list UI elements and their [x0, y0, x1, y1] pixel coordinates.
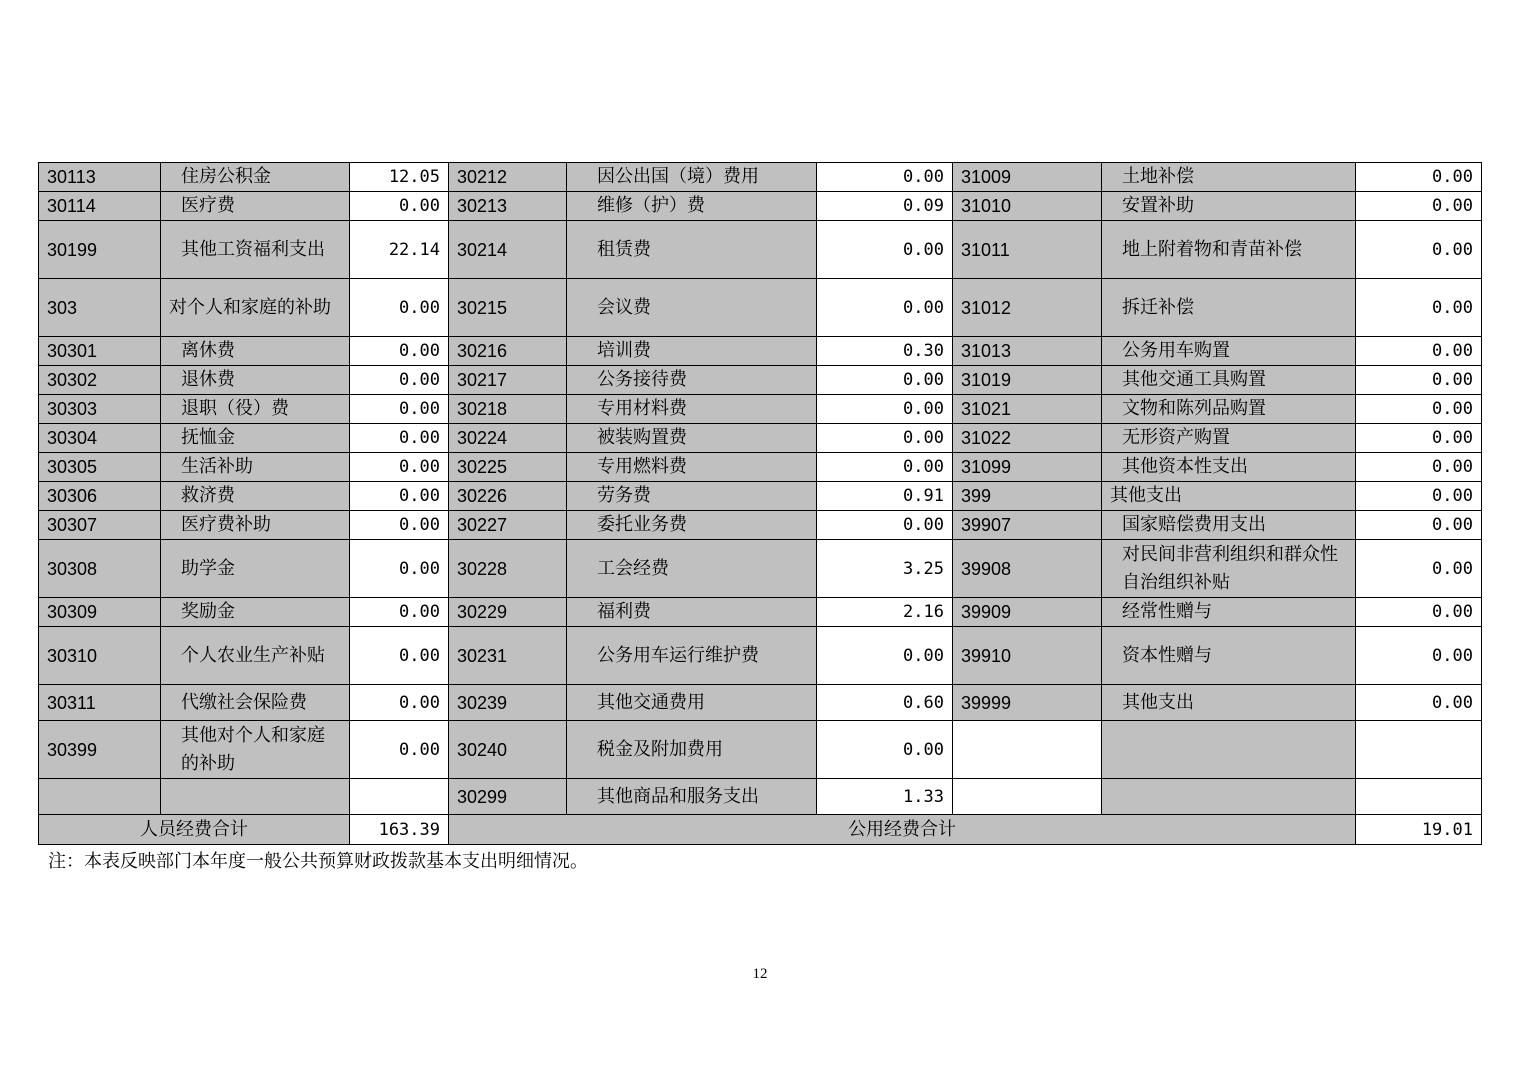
cell-name: 对民间非营利组织和群众性自治组织补贴 — [1102, 540, 1356, 598]
cell-code: 39908 — [953, 540, 1102, 598]
cell-value: 0.00 — [350, 482, 449, 511]
cell-code: 30311 — [39, 685, 161, 721]
cell-name: 其他商品和服务支出 — [567, 779, 817, 815]
cell-value: 0.00 — [350, 395, 449, 424]
cell-code: 30214 — [449, 221, 567, 279]
cell-name: 其他工资福利支出 — [161, 221, 350, 279]
cell-value: 0.00 — [1356, 366, 1482, 395]
cell-name: 救济费 — [161, 482, 350, 511]
table-row — [39, 279, 1482, 337]
cell-code: 30399 — [39, 721, 161, 779]
cell-value: 0.00 — [1356, 221, 1482, 279]
totals-row — [39, 815, 1482, 845]
cell-name: 租赁费 — [567, 221, 817, 279]
cell-value: 0.30 — [817, 337, 953, 366]
personnel-total-value: 163.39 — [350, 815, 449, 845]
cell-code: 30114 — [39, 192, 161, 221]
cell-code: 30239 — [449, 685, 567, 721]
table-row — [39, 221, 1482, 279]
public-total-value: 19.01 — [1356, 815, 1482, 845]
cell-code: 31009 — [953, 163, 1102, 192]
cell-code: 30302 — [39, 366, 161, 395]
cell-name: 资本性赠与 — [1102, 627, 1356, 685]
cell-value: 0.00 — [817, 366, 953, 395]
cell-name: 税金及附加费用 — [567, 721, 817, 779]
cell-value: 0.00 — [817, 721, 953, 779]
cell-value — [350, 779, 449, 815]
cell-name: 奖励金 — [161, 598, 350, 627]
cell-name: 退休费 — [161, 366, 350, 395]
cell-code: 303 — [39, 279, 161, 337]
table-row — [39, 627, 1482, 685]
table-body — [39, 163, 1482, 845]
cell-value: 0.60 — [817, 685, 953, 721]
cell-code: 31011 — [953, 221, 1102, 279]
cell-name: 劳务费 — [567, 482, 817, 511]
cell-code: 30308 — [39, 540, 161, 598]
cell-code: 31013 — [953, 337, 1102, 366]
cell-code: 39910 — [953, 627, 1102, 685]
cell-value: 0.00 — [350, 511, 449, 540]
cell-name — [161, 779, 350, 815]
cell-name: 其他支出 — [1102, 685, 1356, 721]
cell-name: 离休费 — [161, 337, 350, 366]
cell-name: 安置补助 — [1102, 192, 1356, 221]
table-note: 注：本表反映部门本年度一般公共预算财政拨款基本支出明细情况。 — [48, 851, 588, 872]
cell-value: 0.91 — [817, 482, 953, 511]
cell-value: 0.00 — [1356, 395, 1482, 424]
cell-code: 30231 — [449, 627, 567, 685]
table-row — [39, 598, 1482, 627]
cell-code: 30217 — [449, 366, 567, 395]
table-row — [39, 424, 1482, 453]
cell-name: 其他支出 — [1102, 482, 1356, 511]
cell-value: 0.00 — [1356, 482, 1482, 511]
cell-name: 公务用车购置 — [1102, 337, 1356, 366]
cell-name: 医疗费 — [161, 192, 350, 221]
cell-value: 0.00 — [1356, 337, 1482, 366]
cell-name: 福利费 — [567, 598, 817, 627]
cell-name: 委托业务费 — [567, 511, 817, 540]
cell-name: 其他资本性支出 — [1102, 453, 1356, 482]
cell-value: 0.00 — [1356, 685, 1482, 721]
cell-code — [39, 779, 161, 815]
cell-value: 0.00 — [817, 511, 953, 540]
cell-name: 代缴社会保险费 — [161, 685, 350, 721]
table-row — [39, 482, 1482, 511]
cell-code: 30299 — [449, 779, 567, 815]
cell-code: 39909 — [953, 598, 1102, 627]
cell-value: 0.00 — [817, 395, 953, 424]
cell-name: 其他交通费用 — [567, 685, 817, 721]
cell-name: 培训费 — [567, 337, 817, 366]
cell-value: 0.00 — [817, 221, 953, 279]
cell-code: 30309 — [39, 598, 161, 627]
cell-value: 0.00 — [817, 424, 953, 453]
cell-value: 0.00 — [350, 453, 449, 482]
cell-code: 30307 — [39, 511, 161, 540]
cell-value: 0.00 — [1356, 453, 1482, 482]
cell-value: 0.00 — [1356, 279, 1482, 337]
cell-value: 0.00 — [350, 627, 449, 685]
cell-code: 31010 — [953, 192, 1102, 221]
cell-name: 工会经费 — [567, 540, 817, 598]
cell-name: 国家赔偿费用支出 — [1102, 511, 1356, 540]
cell-value: 0.00 — [350, 337, 449, 366]
cell-code: 30218 — [449, 395, 567, 424]
public-total-label: 公用经费合计 — [449, 815, 1356, 845]
cell-value: 0.00 — [1356, 511, 1482, 540]
cell-name: 无形资产购置 — [1102, 424, 1356, 453]
personnel-total-label: 人员经费合计 — [39, 815, 350, 845]
cell-code: 30228 — [449, 540, 567, 598]
table-row — [39, 779, 1482, 815]
cell-name: 拆迁补偿 — [1102, 279, 1356, 337]
cell-name — [1102, 779, 1356, 815]
table-row — [39, 511, 1482, 540]
cell-code: 31099 — [953, 453, 1102, 482]
cell-code — [953, 779, 1102, 815]
cell-code: 31021 — [953, 395, 1102, 424]
cell-name: 专用燃料费 — [567, 453, 817, 482]
cell-value: 2.16 — [817, 598, 953, 627]
cell-code: 31019 — [953, 366, 1102, 395]
cell-value: 0.00 — [817, 163, 953, 192]
cell-value: 1.33 — [817, 779, 953, 815]
cell-code: 30227 — [449, 511, 567, 540]
cell-name — [1102, 721, 1356, 779]
table-row — [39, 453, 1482, 482]
cell-name: 文物和陈列品购置 — [1102, 395, 1356, 424]
cell-name: 生活补助 — [161, 453, 350, 482]
cell-value: 0.00 — [350, 279, 449, 337]
cell-value: 0.00 — [350, 598, 449, 627]
cell-name: 因公出国（境）费用 — [567, 163, 817, 192]
table-row — [39, 366, 1482, 395]
cell-value: 0.00 — [1356, 192, 1482, 221]
cell-name: 公务用车运行维护费 — [567, 627, 817, 685]
cell-code: 30306 — [39, 482, 161, 511]
cell-name: 其他交通工具购置 — [1102, 366, 1356, 395]
cell-name: 住房公积金 — [161, 163, 350, 192]
cell-code: 39907 — [953, 511, 1102, 540]
cell-code: 30303 — [39, 395, 161, 424]
cell-code: 30215 — [449, 279, 567, 337]
cell-value: 0.00 — [1356, 627, 1482, 685]
cell-value: 0.00 — [817, 453, 953, 482]
cell-name: 抚恤金 — [161, 424, 350, 453]
cell-code: 30226 — [449, 482, 567, 511]
cell-code: 30305 — [39, 453, 161, 482]
cell-code: 30240 — [449, 721, 567, 779]
cell-value: 0.09 — [817, 192, 953, 221]
cell-code: 31012 — [953, 279, 1102, 337]
cell-value: 0.00 — [350, 685, 449, 721]
table-row — [39, 721, 1482, 779]
table-row — [39, 540, 1482, 598]
cell-code: 30301 — [39, 337, 161, 366]
cell-code: 30304 — [39, 424, 161, 453]
cell-code: 31022 — [953, 424, 1102, 453]
cell-code: 30225 — [449, 453, 567, 482]
cell-value: 0.00 — [1356, 540, 1482, 598]
cell-code: 30113 — [39, 163, 161, 192]
cell-code: 30224 — [449, 424, 567, 453]
cell-name: 地上附着物和青苗补偿 — [1102, 221, 1356, 279]
cell-code: 30199 — [39, 221, 161, 279]
cell-value: 22.14 — [350, 221, 449, 279]
cell-value: 0.00 — [350, 192, 449, 221]
cell-name: 专用材料费 — [567, 395, 817, 424]
page-number: 12 — [752, 966, 768, 982]
cell-name: 医疗费补助 — [161, 511, 350, 540]
cell-value: 12.05 — [350, 163, 449, 192]
cell-value: 0.00 — [350, 366, 449, 395]
cell-name: 被装购置费 — [567, 424, 817, 453]
expenditure-detail-table — [38, 162, 1482, 845]
cell-name: 其他对个人和家庭的补助 — [161, 721, 350, 779]
table-row — [39, 163, 1482, 192]
cell-code: 30216 — [449, 337, 567, 366]
cell-name: 个人农业生产补贴 — [161, 627, 350, 685]
cell-value: 0.00 — [1356, 598, 1482, 627]
cell-code: 39999 — [953, 685, 1102, 721]
cell-name: 土地补偿 — [1102, 163, 1356, 192]
cell-name: 经常性赠与 — [1102, 598, 1356, 627]
table-row — [39, 337, 1482, 366]
cell-name: 公务接待费 — [567, 366, 817, 395]
cell-name: 对个人和家庭的补助 — [161, 279, 350, 337]
cell-value — [1356, 721, 1482, 779]
cell-value: 0.00 — [1356, 424, 1482, 453]
cell-code: 30229 — [449, 598, 567, 627]
cell-value: 0.00 — [350, 424, 449, 453]
cell-value: 3.25 — [817, 540, 953, 598]
cell-code: 30212 — [449, 163, 567, 192]
cell-code: 30213 — [449, 192, 567, 221]
cell-code: 30310 — [39, 627, 161, 685]
table-row — [39, 685, 1482, 721]
cell-value: 0.00 — [350, 540, 449, 598]
cell-value — [1356, 779, 1482, 815]
cell-code: 399 — [953, 482, 1102, 511]
cell-name: 退职（役）费 — [161, 395, 350, 424]
cell-value: 0.00 — [350, 721, 449, 779]
cell-value: 0.00 — [1356, 163, 1482, 192]
cell-name: 维修（护）费 — [567, 192, 817, 221]
cell-name: 助学金 — [161, 540, 350, 598]
cell-code — [953, 721, 1102, 779]
cell-value: 0.00 — [817, 279, 953, 337]
table-row — [39, 395, 1482, 424]
cell-name: 会议费 — [567, 279, 817, 337]
cell-value: 0.00 — [817, 627, 953, 685]
table-row — [39, 192, 1482, 221]
